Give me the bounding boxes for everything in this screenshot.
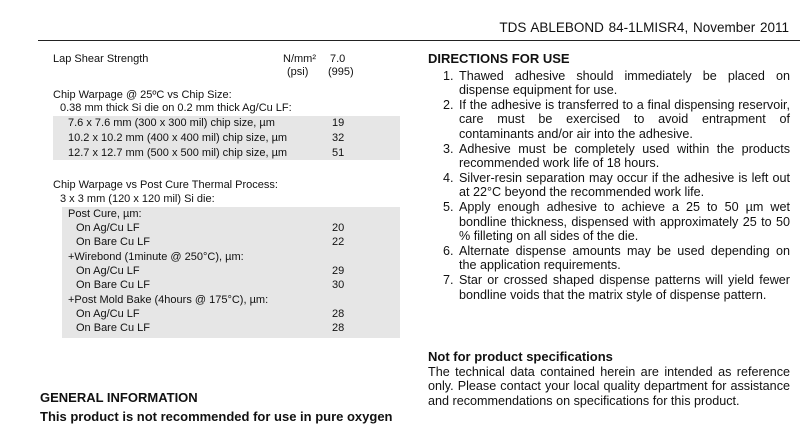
list-item: 2. If the adhesive is transferred to a final dispensing reservoir, care must be exercised to avoid entrapment of contaminants and/or air into the adhesive. [457, 98, 790, 142]
warpage25-title: Chip Warpage @ 25ºC vs Chip Size: [53, 89, 232, 101]
lap-shear-label: Lap Shear Strength [53, 53, 149, 65]
table-row-value: 29 [332, 265, 345, 277]
lap-shear-value-si: 7.0 [330, 53, 346, 65]
warpage-post-subtitle: 3 x 3 mm (120 x 120 mil) Si die: [60, 193, 215, 205]
table-row-label: On Bare Cu LF [76, 236, 150, 248]
warpage-post-title: Chip Warpage vs Post Cure Thermal Process: [53, 179, 278, 191]
lap-shear-unit-si: N/mm² [283, 53, 316, 65]
table-row-value: 20 [332, 222, 345, 234]
table-row-label: 7.6 x 7.6 mm (300 x 300 mil) chip size, µm [68, 117, 275, 129]
list-item: 1. Thawed adhesive should immediately be placed on dispense equipment for use. [457, 69, 790, 98]
group-label: +Post Mold Bake (4hours @ 175°C), µm: [68, 294, 269, 306]
general-information-text: This product is not recommended for use in pure oxygen [40, 409, 393, 424]
header-rule [38, 40, 800, 41]
general-information-section [40, 390, 410, 425]
list-item: 3. Adhesive must be completely used within the products recommended work life of 18 hours. [457, 142, 790, 171]
table-row-value: 30 [332, 279, 345, 291]
table-row-label: 10.2 x 10.2 mm (400 x 400 mil) chip size, µm [68, 132, 288, 144]
table-row-label: On Ag/Cu LF [76, 265, 140, 277]
directions-title: DIRECTIONS FOR USE [428, 51, 570, 66]
table-row-label: On Ag/Cu LF [76, 222, 140, 234]
list-item: 4. Silver-resin separation may occur if the adhesive is left out at 22°C beyond the recommended work life. [457, 171, 790, 200]
table-row-label: On Bare Cu LF [76, 279, 150, 291]
document-header: TDS ABLEBOND 84-1LMISR4, November 2011 [499, 20, 789, 35]
list-item: 6. Alternate dispense amounts may be used depending on the application requirements. [457, 244, 790, 273]
not-for-spec-title: Not for product specifications [428, 349, 613, 364]
group-label: Post Cure, µm: [68, 208, 142, 220]
warpage25-subtitle: 0.38 mm thick Si die on 0.2 mm thick Ag/Cu LF: [60, 102, 292, 114]
group-label: +Wirebond (1minute @ 250°C), µm: [68, 251, 244, 263]
list-item: 5. Apply enough adhesive to achieve a 25 to 50 µm wet bondline thickness, dispensed with approximately 25 to 50 % filleting on all sides of the die. [457, 200, 790, 244]
list-item: 7. Star or crossed shaped dispense patterns will yield fewer bondline voids that the matrix style of dispense pattern. [457, 273, 790, 302]
table-row-label: On Ag/Cu LF [76, 308, 140, 320]
table-row-value: 22 [332, 236, 345, 248]
directions-list [428, 69, 790, 303]
not-for-spec-text: The technical data contained herein are intended as reference only. Please contact your local quality department for assistance and recommendations on specifications for this product. [428, 364, 790, 408]
table-row-value: 51 [332, 147, 345, 159]
table-row-value: 28 [332, 308, 345, 320]
table-row-value: 28 [332, 322, 345, 334]
not-for-spec-section [428, 350, 790, 408]
table-row-label: 12.7 x 12.7 mm (500 x 500 mil) chip size, µm [68, 147, 288, 159]
table-row-label: On Bare Cu LF [76, 322, 150, 334]
lap-shear-value-psi: (995) [328, 66, 354, 78]
table-row-value: 19 [332, 117, 345, 129]
directions-section [428, 52, 790, 302]
general-information-title: GENERAL INFORMATION [40, 390, 198, 405]
lap-shear-unit-psi: (psi) [287, 66, 309, 78]
table-row-value: 32 [332, 132, 345, 144]
